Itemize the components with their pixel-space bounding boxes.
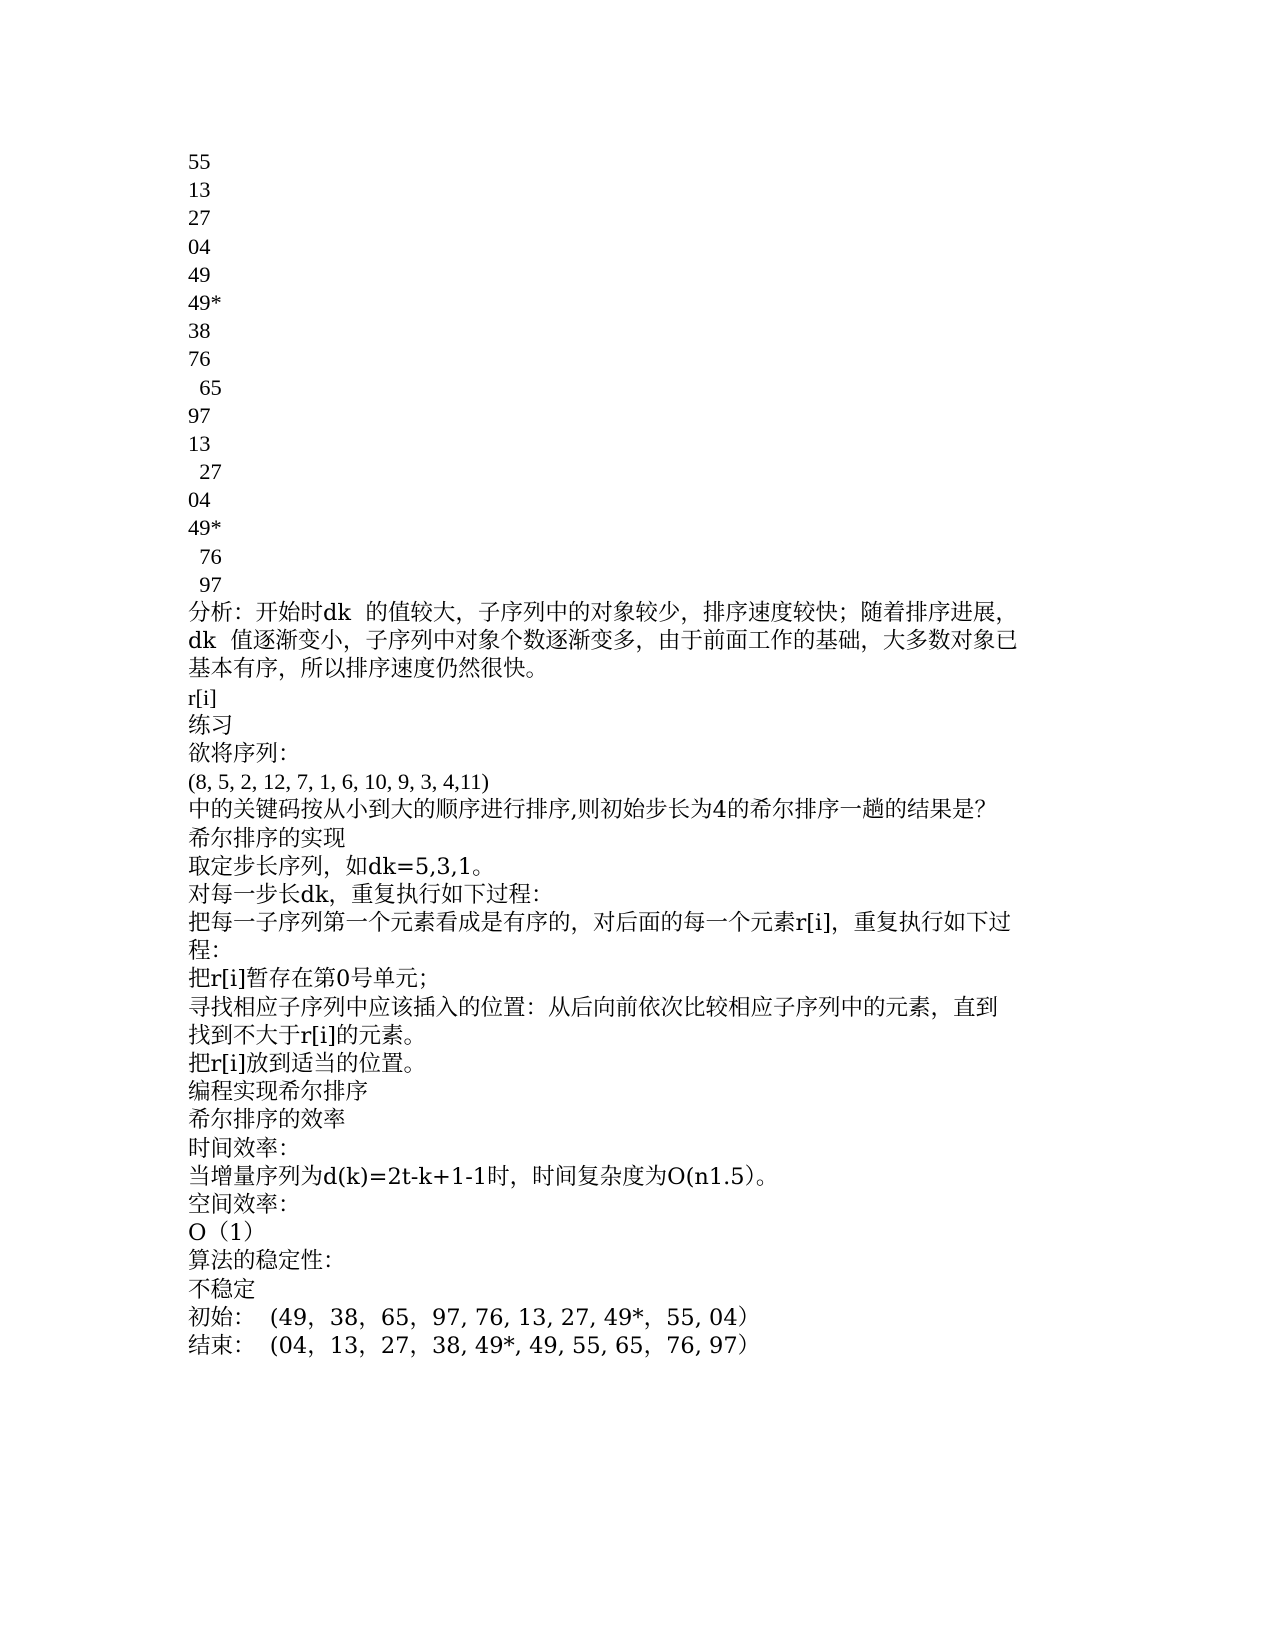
document-body — [188, 148, 1088, 1360]
section-heading-practice: 练习 — [188, 712, 234, 739]
section-heading-implementation: 希尔排序的实现 — [188, 825, 346, 852]
implementation-step: 寻找相应子序列中应该插入的位置：从后向前依次比较相应子序列中的元素，直到 — [188, 994, 999, 1021]
efficiency-label: 时间效率： — [188, 1135, 301, 1162]
efficiency-label: 空间效率： — [188, 1191, 301, 1218]
sequence-value: 49* — [188, 515, 222, 541]
sequence-value: 13 — [188, 430, 211, 456]
sequence-value: 04 — [188, 233, 211, 259]
practice-question: 中的关键码按从小到大的顺序进行排序,则初始步长为4的希尔排序一趟的结果是？ — [188, 797, 997, 824]
practice-text: 欲将序列： — [188, 740, 301, 767]
efficiency-text: 不稳定 — [188, 1276, 256, 1303]
sequence-value: 97 — [188, 571, 222, 597]
implementation-step: 找到不大于r[i]的元素。 — [188, 1022, 427, 1049]
initial-sequence: 初始： (49，38，65，97, 76, 13, 27, 49*，55, 04） — [188, 1304, 761, 1331]
sequence-value: 38 — [188, 318, 211, 344]
sequence-value: 76 — [188, 543, 222, 569]
section-heading-programming: 编程实现希尔排序 — [188, 1079, 369, 1106]
element-label: r[i] — [188, 684, 217, 710]
sequence-value: 97 — [188, 402, 211, 428]
sequence-value: 13 — [188, 177, 211, 203]
sequence-value: 04 — [188, 487, 211, 513]
implementation-step: 把r[i]暂存在第0号单元； — [188, 966, 441, 993]
sequence-value: 27 — [188, 205, 211, 231]
sequence-value: 49 — [188, 261, 211, 287]
final-sequence: 结束： (04，13，27，38, 49*, 49, 55, 65，76, 97） — [188, 1332, 761, 1359]
practice-sequence: (8, 5, 2, 12, 7, 1, 6, 10, 9, 3, 4,11) — [188, 769, 490, 795]
implementation-step: 取定步长序列，如dk=5,3,1。 — [188, 853, 495, 880]
sequence-value: 55 — [188, 149, 211, 174]
section-heading-efficiency: 希尔排序的效率 — [188, 1107, 346, 1134]
efficiency-text: 当增量序列为d(k)=2t-k+1-1时，时间复杂度为O(n1.5）。 — [188, 1163, 779, 1190]
sequence-value: 49* — [188, 289, 222, 315]
implementation-step: 程： — [188, 938, 234, 965]
analysis-text-line: dk 值逐渐变小，子序列中对象个数逐渐变多，由于前面工作的基础，大多数对象已 — [188, 628, 1018, 655]
sequence-value: 27 — [188, 459, 222, 485]
implementation-step: 对每一步长dk，重复执行如下过程： — [188, 881, 554, 908]
analysis-text-line: 分析：开始时dk 的值较大，子序列中的对象较少，排序速度较快；随着排序进展， — [188, 600, 1018, 626]
sequence-value: 65 — [188, 374, 222, 400]
sequence-value: 76 — [188, 346, 211, 372]
efficiency-text: O（1） — [188, 1220, 266, 1247]
implementation-step: 把每一子序列第一个元素看成是有序的，对后面的每一个元素r[i]，重复执行如下过 — [188, 910, 1012, 937]
efficiency-label: 算法的稳定性： — [188, 1248, 346, 1275]
implementation-step: 把r[i]放到适当的位置。 — [188, 1051, 427, 1077]
analysis-text-line: 基本有序，所以排序速度仍然很快。 — [188, 656, 549, 683]
